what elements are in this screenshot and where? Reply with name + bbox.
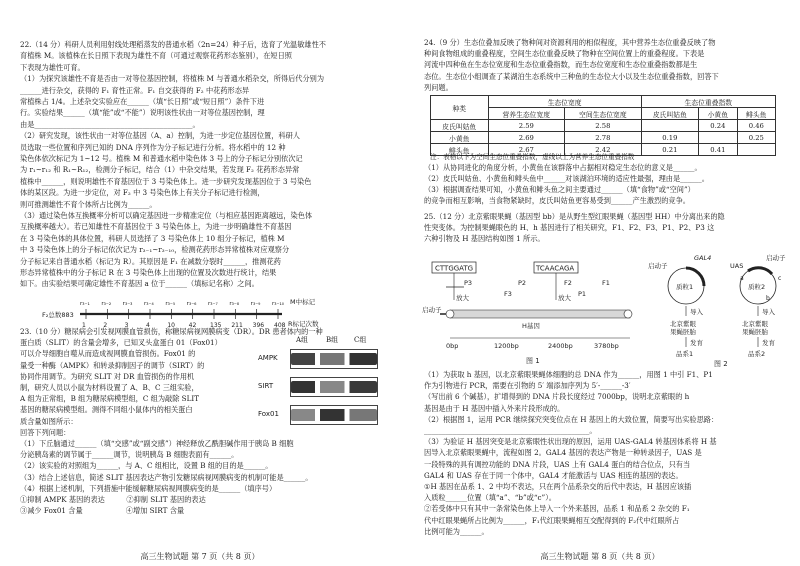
text-line: 由是____________________________________________。 — [20, 119, 200, 129]
text-line: （3）结合上述信息，简述 SLIT 基因表达产物引发糖尿病视网膜病变的机制可能是______。 — [20, 472, 313, 482]
text-line: 染色体依次标记为 1~12 号。植株 M 和普通水稻中染色体 3 号上的分子标记分别依次记 — [20, 154, 303, 163]
plasmid2-label: 质粒2 — [748, 283, 766, 291]
text-line: 24.（9 分）生态位叠加反映了物种间对资源利用的相似程度，其中营养生态位重叠反映了物 — [424, 38, 716, 47]
marker-top-label: r₃₋₃ — [122, 301, 133, 307]
text-line: （1）从协同进化的角度分析，小黄鱼在该群落中占据相对稳定生态位的意义是______。 — [424, 163, 702, 172]
text-line: A 组为正常组，B 组为糖尿病模型组，C 组为敲除 SLIT — [20, 394, 200, 404]
text-line: （3）通过染色体互换概率分析可以确定基因进一步精准定位（与相应基因距离越远，染色体 — [20, 211, 313, 220]
page-footer-right: 高三生物试题 第 8 页（共 8 页） — [540, 552, 660, 561]
text-line: 育植株 M。该植株在长日照下表现为雄性不育（可通过观察花药形态鉴别），在短日照 — [20, 51, 292, 61]
table-row: 鲱头鱼 2.67 2.42 0.21 0.41 — [431, 144, 776, 156]
text-line: 比例可能为______。 — [424, 526, 489, 536]
blot-group-a: A组 — [296, 336, 309, 344]
table-subheader: 小黄鱼 — [699, 108, 737, 120]
develop2-label: 发育 — [762, 339, 775, 347]
text-line: 回答下列问题： — [20, 427, 71, 437]
site-b: b — [766, 295, 770, 302]
f2-total-label: F₂总数883 — [42, 311, 74, 319]
text-line: 态位。生态位小组调查了某湖泊生态系统中三种鱼的生态位大小以及生态位重叠指数，回答下 — [424, 71, 719, 81]
text-line: 入质粒______位置（填“a”、“b”或“c”）。 — [424, 493, 556, 503]
text-line: （3）根据调查结果可知，小黄鱼和鲱头鱼之间主要通过______（填“食物”或“空间”） — [424, 185, 695, 194]
import2-label: 导入 — [762, 308, 775, 316]
text-line: （1）下丘脑通过______（填“交感”或“副交感”）神经释放乙酰胆碱作用于胰岛 B 细胞 — [20, 439, 294, 448]
band-fox01 — [291, 409, 377, 421]
marker-count-label: 42 — [188, 322, 197, 329]
fly1-label: 北京紫眼 — [670, 320, 696, 328]
figure-2-caption: 图 2 — [714, 360, 728, 368]
uas-label: UAS — [730, 262, 744, 270]
text-line: 基因是由于 H 基因中插入外来片段形成的。 — [424, 403, 565, 413]
table-subheader: 营养生态位宽度 — [488, 108, 565, 120]
text-line: 下表现为雄性可育。 — [20, 62, 85, 72]
import1-label: 导入 — [690, 308, 703, 316]
marker-0bp: 0bp — [446, 342, 459, 350]
marker-2400bp: 2400bp — [548, 342, 573, 350]
gal4-label: GAL4 — [694, 254, 712, 262]
text-line: ______进行杂交，获得的 F₁ 育性正常。F₁ 自交获得的 F₂ 中花药形态异 — [20, 85, 250, 95]
protein-label-sirt: SIRT — [258, 382, 274, 390]
r-count-label: R标记次数 — [288, 320, 319, 328]
text-line: 一段特殊的具有调控功能的 DNA 片段，UAS 上有 GAL4 蛋白的结合位点，只有当 — [424, 459, 691, 469]
text-line: 互换概率越大）。若已知雄性不育基因位于 3 号染色体上，为进一步明确雄性不育基因 — [20, 222, 292, 232]
table-header-width: 生态位宽度 — [488, 96, 641, 108]
text-line: 植株中______，则说明雄性不育基因位于 3 号染色体上。进一步研究发现基因位于 3 号染色 — [20, 176, 312, 186]
text-line: （3）为验证 H 基因突变是北京紫眼性状出现的原因，运用 UAS-GAL4 转基因体系将 H 基 — [424, 437, 717, 447]
site-c: c — [778, 275, 782, 282]
primer-f2: F2 — [564, 279, 572, 287]
marker-3780bp: 3780bp — [594, 342, 619, 350]
marker-count-label: 408 — [274, 322, 286, 329]
text-line: 形态异常植株中的分子标记 R 在 3 号染色体上出现的位置及次数进行统计，结果 — [20, 268, 277, 277]
text-line: 协同作用调节。为研究 SLIT 对 DR 血管损伤的作用机 — [20, 371, 195, 381]
table-header-overlap: 生态位重叠指数 — [641, 96, 775, 108]
text-line: 则可推测雄性不育个体所占比例为______。 — [20, 199, 157, 209]
text-line: 质含量如图所示： — [20, 416, 78, 426]
blot-row-fox01 — [258, 403, 378, 425]
table-row: 皮氏叫姑鱼 2.59 2.58 0.24 0.46 — [431, 120, 776, 132]
upstream-label: 启动子 — [422, 306, 442, 314]
develop1-label: 发育 — [690, 339, 703, 347]
band-ampk — [291, 353, 377, 365]
site-a: a — [740, 275, 744, 282]
chromosome-marker-diagram — [42, 295, 352, 329]
band-sirt — [291, 381, 377, 393]
marker-top-label: r₃₋₁ — [80, 301, 90, 307]
marker-count-label: 2 — [103, 322, 108, 329]
marker-count-label: 211 — [231, 322, 243, 329]
text-line: 常植株占 1/4。上述杂交实验应在______（填“长日照”或“短日照”）条件下进 — [20, 97, 265, 106]
table-subheader: 鲱头鱼 — [737, 108, 775, 120]
marker-top-label: r₃₋₅ — [165, 301, 176, 307]
text-line: （2）研究发现，该性状由一对等位基因（A、a）控制，为进一步定位基因位置，科研人 — [20, 131, 300, 141]
marker-top-label: r₃₋₉ — [250, 301, 261, 307]
protein-label-ampk: AMPK — [258, 354, 278, 362]
text-line: 中 3 号染色体上的分子标记依次记为 r₃₋₁~r₃₋₁₀，检测花药形态异常植株对应观察分 — [20, 245, 290, 255]
text-line: 22.（14 分）科研人员利用射线处理稻蒸发的普通水稻（2n=24）种子后，选育了光温敏雄性不 — [20, 40, 326, 49]
text-line: ______________________________________________。 — [424, 426, 597, 435]
blot-group-c: C组 — [354, 336, 367, 344]
protein-label-fox01: Fox01 — [258, 410, 279, 418]
figure-2-gal4-uas — [648, 250, 798, 368]
text-line: 体的某区段。为进一步定位，对 F₂ 中 3 号染色体上有关分子标记进行检测， — [20, 188, 265, 198]
marker-count-label: 135 — [210, 322, 222, 329]
promoter2-label: 启动子 — [766, 254, 786, 262]
marker-count-label: 396 — [252, 322, 265, 329]
marker-top-label: r₃₋₈ — [229, 301, 240, 307]
plasmid1-label: 质粒1 — [676, 283, 694, 291]
line1-label: 品系1 — [676, 350, 694, 358]
promoter1-label: 启动子 — [648, 262, 668, 270]
text-line: 种间食物组成的重叠程度，空间生态位重叠反映了物种在空间位置上的重叠程度。下表是 — [424, 49, 705, 59]
text-line: （2）皮氏叫姑鱼、小黄鱼和鲱头鱼中______对该湖泊环境的适应性最强，理由是______。 — [424, 174, 709, 183]
text-line: （1）为获取 h 基因，以北京紫眼果蝇体细胞的总 DNA 作为______，用图 1 中引 F1、P1 — [424, 370, 713, 379]
text-line: 可以介导细胞自噬从而造成视网膜血管损伤。Fox01 的 — [20, 349, 196, 359]
figure-1-gene-structure — [422, 252, 644, 367]
text-line: 基因的糖尿病模型组。测得不同组小鼠体内的相关蛋白 — [20, 405, 193, 415]
line2-label: 品系2 — [748, 350, 766, 358]
text-line: 代中红眼果蝇所占比例为______，F₁代红眼果蝇相互交配得到的 F₂代中红眼所占 — [424, 515, 680, 525]
text-line: ①抑制 AMPK 基因的表达 ②抑制 SLIT 基因的表达 — [20, 495, 206, 504]
text-line: 制，研究人员以小鼠为材料设置了 A、B、C 三组实验， — [20, 383, 199, 392]
text-line: ②若受体中只有其中一条常染色体上导入一个外来基因，品系 1 和品系 2 杂交的 F₁ — [424, 504, 690, 514]
text-line: 25.（12 分）北京紫眼果蝇（基因型 bb）是从野生型红眼果蝇（基因型 HH）中分离出来的隐 — [424, 212, 725, 221]
text-line: GAL4 和 UAS 存在于同一个体中，GAL4 才能激活与 UAS 相连的基因的表达。 — [424, 470, 683, 480]
text-line: 分泌胰岛素的调节属于______调节，说明胰岛 B 细胞表面有______。 — [20, 450, 239, 460]
table-subheader: 皮氏叫姑鱼 — [641, 108, 699, 120]
text-line: 量受一种酶（AMPK）和转录抑制因子的调节（SIRT）的 — [20, 360, 205, 370]
m-marker-label: M中标记 — [290, 298, 316, 306]
text-line: 行。实验结果______（填“能”或“不能”）说明该性状由一对等位基因控制，理 — [20, 108, 265, 118]
text-line: 河流中四种鱼在生态位宽度和生态位重叠指数，而生态位宽度和生态位重叠指数都是生 — [424, 60, 698, 70]
table-subheader: 空间生态位宽度 — [565, 108, 642, 120]
marker-count-label: 1 — [82, 322, 86, 329]
seq-left: CTTGGATG — [435, 264, 474, 273]
primer-f1: F1 — [602, 279, 610, 287]
text-line: 为 r₁~r₁₂ 和 R₁~R₁₂，检测分子标记，结合（1）中杂交结果，若发现 F₂ 花药形态异常 — [20, 165, 300, 175]
amplify-left: 放大 — [456, 294, 469, 302]
fly1-label-2: 果蝇胚胎 — [670, 328, 696, 336]
figure-1-caption: 图 1 — [526, 357, 540, 365]
text-line: 分子标记来自普通水稻（标记为 R）。其原因是 F₁ 在减数分裂时______，推测花药 — [20, 256, 281, 266]
marker-count-label: 3 — [124, 322, 129, 329]
table-note: 注：表格以下为空间生态位重叠指数，虚线以上为营养生态位重叠指数 — [430, 153, 635, 161]
text-line: ①H 基因在品系 1、2 中均不表达，只在两个品系杂交的后代中表达，H 基因应该插 — [424, 482, 692, 491]
primer-p1: P1 — [578, 290, 587, 298]
primer-p2: P2 — [518, 279, 527, 287]
text-line: 在 3 号染色体的具体位置，科研人员选择了 3 号染色体上 10 组分子标记，植株 M — [20, 233, 285, 243]
gene-label: H基因 — [522, 322, 540, 330]
marker-count-label: 4 — [146, 322, 150, 329]
text-line: （1）为探究该雄性不育是否由一对等位基因控制，将植株 M 与普通水稻杂交，所得后代分别为 — [20, 74, 325, 84]
marker-top-label: r₃₋₆ — [186, 301, 197, 307]
marker-top-label: r₃₋₂ — [101, 301, 112, 307]
blot-row-sirt — [258, 375, 378, 397]
text-line: （4）根据上述机制，下列措施中能缓解糖尿病视网膜病变的是______（填序号） — [20, 483, 277, 493]
page-footer-left: 高三生物试题 第 7 页（共 8 页） — [140, 552, 260, 561]
text-line: 六种引物及 H 基因结构如图 1 所示。 — [424, 234, 545, 243]
text-line: 作为引物进行 PCR，需要在引物的 5′ 端添加序列为 5′-______-3′ — [424, 381, 631, 391]
text-line: （写出前 6 个碱基），扩增得到的 DNA 片段长度经过 7000bp，说明北京紫眼的 h — [424, 392, 690, 402]
marker-1200bp: 1200bp — [494, 342, 519, 350]
blot-group-b: B组 — [326, 336, 339, 344]
primer-f3: F3 — [504, 290, 512, 298]
text-line: 蛋白质（SLIT）的含量会增多，已知叉头盒蛋白 01（Fox01） — [20, 338, 222, 348]
text-line: 性突变体。为控制果蝇眼色的 H、h 基因进行了相关研究，F1、F2、F3、P1、P2、P3 这 — [424, 223, 715, 232]
text-line: （2）该实验的对照组为______，与 A、C 组相比，设置 B 组的目的是______。 — [20, 461, 273, 471]
table-header-species: 种类 — [431, 96, 489, 120]
text-line: 员选取一些位置和序列已知的 DNA 序列作为分子标记进行分析。将水稻中的 12 种 — [20, 142, 286, 152]
text-line: 的竞争而相互影响，当食物紧缺时，皮氏叫姑鱼更容易受到______产生激烈的竞争。 — [424, 196, 690, 205]
fly2-label: 北京紫眼 — [742, 320, 768, 328]
text-line: （2）根据图 1，运用 PCR 继续探究突变位点在 H 基因上的大致位置，简要写出实验思路： — [424, 414, 719, 424]
right-page — [400, 0, 800, 566]
text-line: 因导入北京紫眼果蝇中，流程如图 2。GAL4 基因的表达产物是一种转录因子，UAS 是 — [424, 448, 702, 458]
text-line: 列问题。 — [424, 82, 453, 92]
marker-top-label: r₃₋₄ — [144, 301, 154, 307]
table-row: 小黄鱼 2.69 2.78 0.19 0.25 — [431, 132, 776, 144]
amplify-right: 放大 — [558, 294, 571, 302]
seq-right: TCAACAGA — [536, 264, 575, 273]
marker-top-label: r₃₋₁₀ — [272, 301, 284, 307]
marker-count-label: 10 — [167, 322, 175, 329]
text-line: ③减少 Fox01 含量 ④增加 SIRT 含量 — [20, 506, 185, 516]
niche-table — [430, 95, 776, 156]
text-line: 23.（10 分）糖尿病会引发视网膜血管损伤，称糖尿病视网膜病变（DR）。DR 患者体内的一种 — [20, 327, 323, 336]
blot-row-ampk — [258, 347, 378, 369]
fly2-label-2: 果蝇胚胎 — [742, 328, 768, 336]
text-line: 如下。由实验结果可确定雄性不育基因 a 位于______（填标记名称）之间。 — [20, 279, 259, 289]
marker-top-label: r₃₋₇ — [208, 301, 218, 307]
primer-p3: P3 — [464, 279, 473, 287]
western-blot-figure — [258, 335, 378, 425]
